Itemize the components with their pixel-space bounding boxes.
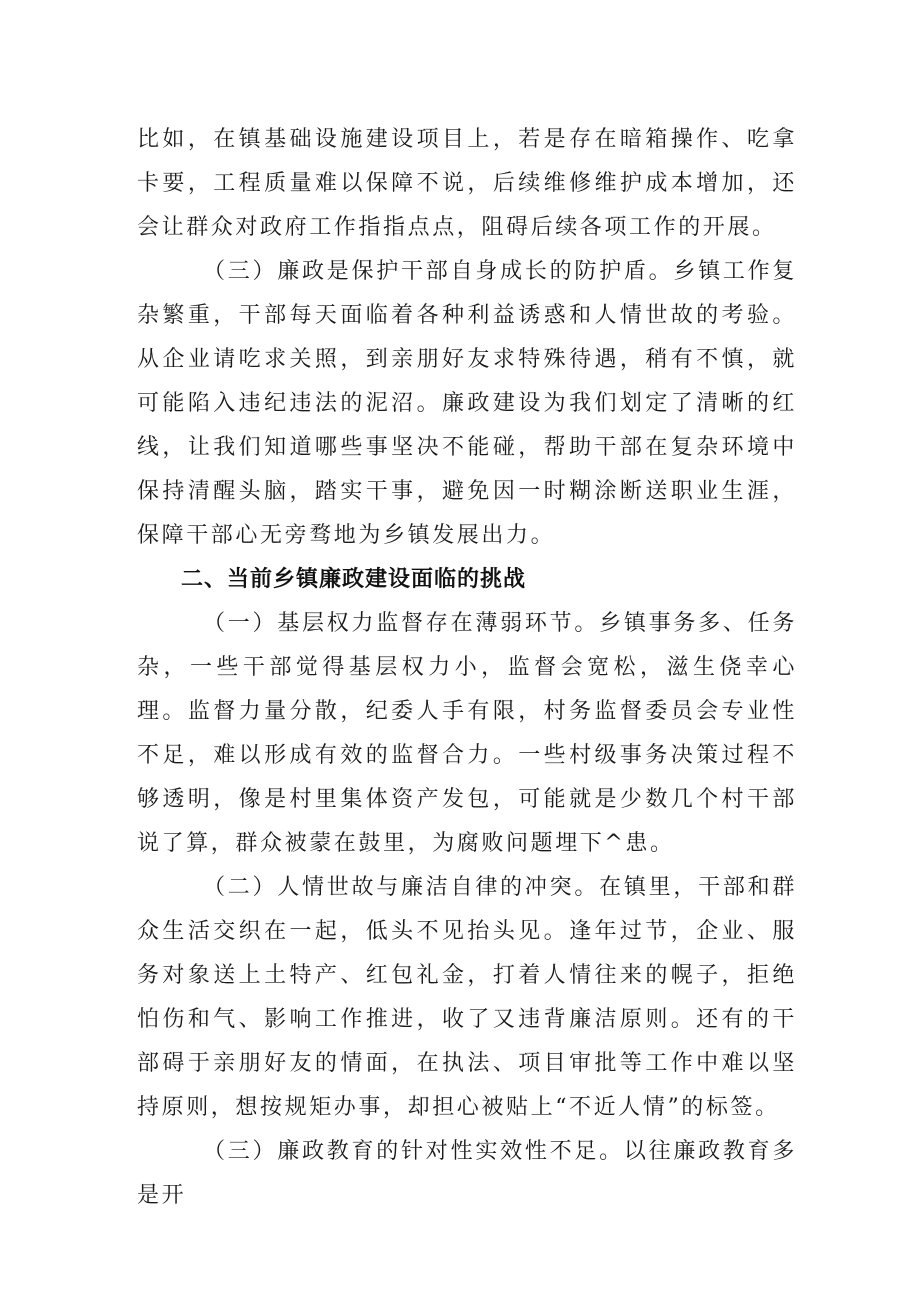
paragraph-section1-item3: （三）廉政是保护干部自身成长的防护盾。乡镇工作复杂繁重，干部每天面临着各种利益诱惑和人情世故的考验。从企业请吃求关照，到亲朋好友求特殊待遇，稍有不慎，就可能陷入违纪违法的泥沼。廉政建设为我们划定了清晰的红线，让我们知道哪些事坚决不能碰，帮助干部在复杂环境中保持清醒头脑，踏实干事，避免因一时糊涂断送职业生涯，保障干部心无旁骛地为乡镇发展出力。 bbox=[137, 259, 797, 548]
paragraph-section2-item1: （一）基层权力监督存在薄弱环节。乡镇事务多、任务杂，一些干部觉得基层权力小，监督会宽松，滋生侥幸心理。监督力量分散，纪委人手有限，村务监督委员会专业性不足，难以形成有效的监督合力。一些村级事务决策过程不够透明，像是村里集体资产发包，可能就是少数几个村干部说了算，群众被蒙在鼓里，为腐败问题埋下^患。 bbox=[137, 611, 797, 856]
document-body bbox=[137, 118, 797, 1218]
paragraph-section2-item2: （二）人情世故与廉洁自律的冲突。在镇里，干部和群众生活交织在一起，低头不见抬头见。逢年过节，企业、服务对象送上土特产、红包礼金，打着人情往来的幌子，拒绝怕伤和气、影响工作推进，收了又违背廉洁原则。还有的干部碍于亲朋好友的情面，在执法、项目审批等工作中难以坚持原则，想按规矩办事，却担心被贴上“不近人情”的标签。 bbox=[137, 875, 797, 1120]
paragraph-section2-item3: （三）廉政教育的针对性实效性不足。以往廉政教育多是开 bbox=[137, 1139, 797, 1208]
section-heading-2: 二、当前乡镇廉政建设面临的挑战 bbox=[181, 567, 527, 592]
paragraph-intro: 比如，在镇基础设施建设项目上，若是存在暗箱操作、吃拿卡要，工程质量难以保障不说，后续维修维护成本增加，还会让群众对政府工作指指点点，阻碍后续各项工作的开展。 bbox=[137, 127, 797, 240]
